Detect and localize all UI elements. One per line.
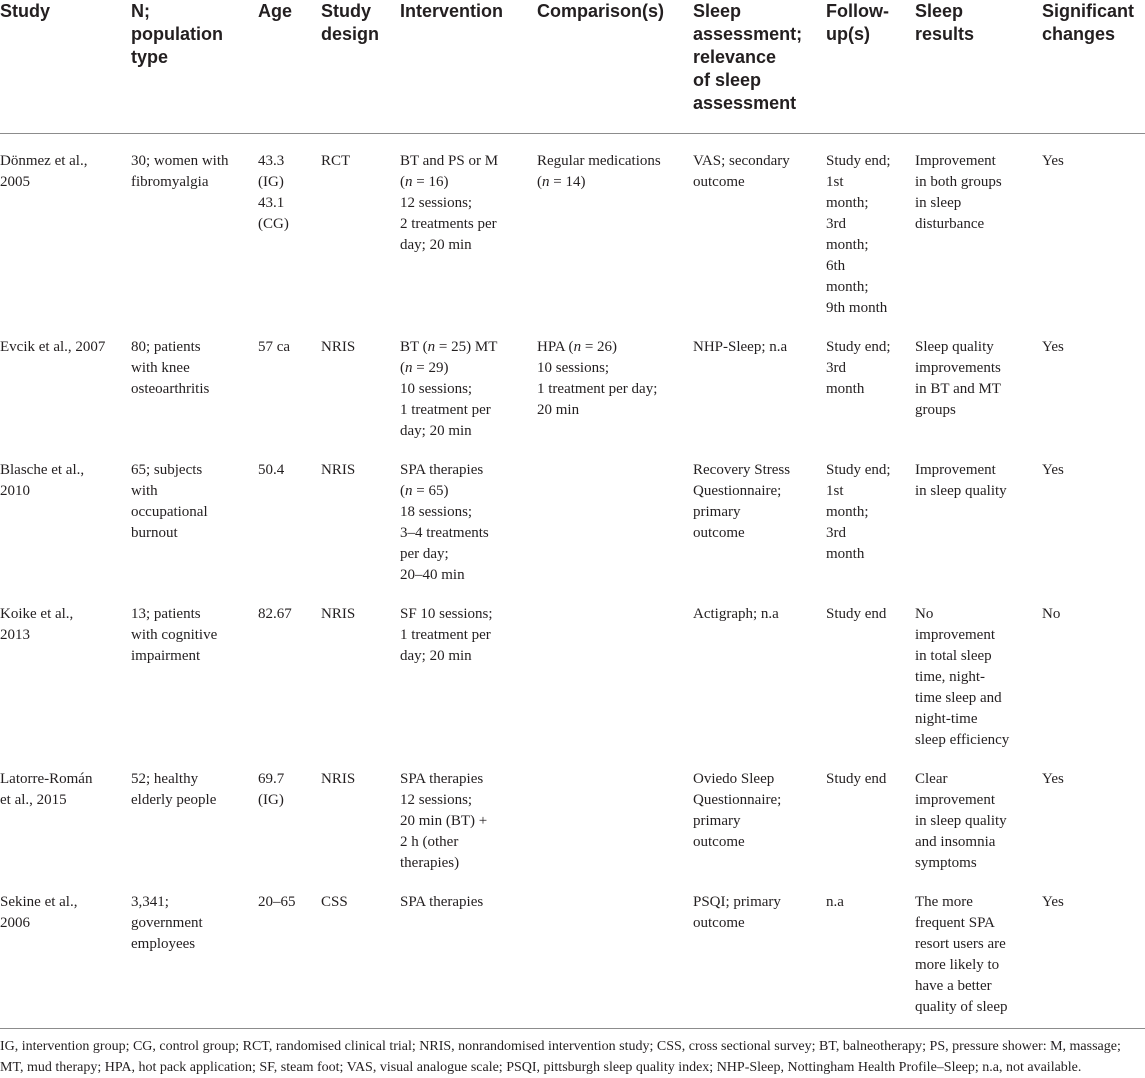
cell-text: SPA therapies (400, 462, 484, 478)
cell-text: Sleep quality (915, 339, 994, 355)
column-header-study (0, 0, 131, 134)
table-footnote: IG, intervention group; CG, control group; RCT, randomised clinical trial; NRIS, nonrandomised intervention study; CSS, cross sectional survey; BT, balneotherapy; PS, pressure shower: M, massage; MT, mud therapy; HPA, hot pack application; SF, steam foot; VAS, visual analogue scale; PSQI, pittsburgh sleep quality index; NHP-Sleep, Nottingham Health Profile–Sleep; n.a, not available. (0, 1039, 1121, 1075)
cell-text: month; (826, 279, 869, 295)
cell-text: groups (915, 402, 956, 418)
cell-text: 30; women with (131, 153, 229, 169)
cell-age (258, 594, 321, 759)
cell-text: 52; healthy (131, 771, 199, 787)
cell-text: occupational (131, 504, 208, 520)
cell-text: have a better (915, 978, 992, 994)
cell-text: 2 treatments per (400, 216, 497, 232)
cell-text: 10 sessions; (400, 381, 473, 397)
cell-text: outcome (693, 834, 745, 850)
cell-text: disturbance (915, 216, 985, 232)
cell-text: 18 sessions; (400, 504, 473, 520)
cell-text: 82.67 (258, 606, 292, 622)
cell-assessment (693, 594, 826, 759)
cell-text: RCT (321, 153, 351, 169)
header-text: design (321, 24, 380, 44)
cell-intervention (400, 134, 537, 328)
cell-text: primary (693, 813, 741, 829)
header-text: type (131, 47, 169, 67)
cell-text: SF 10 sessions; (400, 606, 493, 622)
header-text: changes (1042, 24, 1116, 44)
cell-design (321, 134, 400, 328)
header-text: N; (131, 1, 150, 21)
cell-text: n.a (826, 894, 844, 910)
cell-text: 1 treatment per (400, 627, 491, 643)
cell-text: (CG) (258, 216, 289, 232)
header-text: relevance (693, 47, 777, 67)
header-text: assessment (693, 93, 797, 113)
header-text: results (915, 24, 975, 44)
cell-text: 1 treatment per (400, 402, 491, 418)
cell-results (915, 759, 1042, 882)
column-header-intervention (400, 0, 537, 134)
table-row (0, 134, 1145, 328)
header-text: population (131, 24, 223, 44)
cell-text: more likely to (915, 957, 1000, 973)
cell-text: time, night- (915, 669, 985, 685)
cell-text: 2010 (0, 483, 30, 499)
column-header-followup (826, 0, 915, 134)
cell-followup (826, 882, 915, 1029)
cell-study (0, 450, 131, 594)
cell-text: impairment (131, 648, 201, 664)
cell-text: Improvement (915, 462, 996, 478)
header-text: Comparison(s) (537, 1, 665, 21)
cell-text: symptoms (915, 855, 977, 871)
cell-text: (n = 14) (537, 174, 586, 190)
cell-age (258, 882, 321, 1029)
cell-results (915, 327, 1042, 450)
cell-text: 69.7 (258, 771, 285, 787)
cell-text: night-time (915, 711, 978, 727)
cell-text: SPA therapies (400, 771, 484, 787)
header-text: Follow- (826, 1, 889, 21)
cell-text: 57 ca (258, 339, 291, 355)
cell-text: month (826, 546, 865, 562)
cell-text: CSS (321, 894, 348, 910)
cell-text: 1 treatment per day; (537, 381, 658, 397)
cell-text: improvements (915, 360, 1001, 376)
cell-text: 12 sessions; (400, 792, 473, 808)
cell-study (0, 759, 131, 882)
cell-text: Improvement (915, 153, 996, 169)
cell-text: with (131, 483, 158, 499)
cell-text: quality of sleep (915, 999, 1008, 1015)
cell-population (131, 882, 258, 1029)
cell-significant (1042, 327, 1145, 450)
cell-text: month; (826, 237, 869, 253)
cell-text: osteoarthritis (131, 381, 210, 397)
cell-text: NRIS (321, 462, 356, 478)
cell-text: 9th month (826, 300, 888, 316)
cell-study (0, 882, 131, 1029)
cell-text: (n = 16) (400, 174, 449, 190)
cell-text: VAS; secondary (693, 153, 790, 169)
cell-study (0, 327, 131, 450)
cell-text: NHP-Sleep; n.a (693, 339, 788, 355)
cell-text: (n = 29) (400, 360, 449, 376)
cell-text: day; 20 min (400, 237, 472, 253)
cell-text: No (1042, 606, 1061, 622)
header-text: of sleep (693, 70, 762, 90)
header-text: up(s) (826, 24, 870, 44)
cell-text: Recovery Stress (693, 462, 791, 478)
cell-text: (IG) (258, 792, 284, 808)
cell-text: HPA (n = 26) (537, 339, 618, 355)
cell-text: in sleep quality (915, 813, 1007, 829)
cell-text: 13; patients (131, 606, 201, 622)
cell-text: Blasche et al., (0, 462, 85, 478)
cell-text: Actigraph; n.a (693, 606, 779, 622)
cell-text: 3–4 treatments (400, 525, 489, 541)
cell-text: day; 20 min (400, 423, 472, 439)
cell-text: 3rd (826, 525, 846, 541)
cell-text: in total sleep (915, 648, 992, 664)
cell-text: Study end (826, 771, 887, 787)
cell-text: elderly people (131, 792, 217, 808)
cell-design (321, 450, 400, 594)
cell-text: 6th (826, 258, 846, 274)
cell-comparison (537, 594, 693, 759)
cell-text: Clear (915, 771, 948, 787)
cell-significant (1042, 134, 1145, 328)
cell-text: NRIS (321, 606, 356, 622)
column-header-significant (1042, 0, 1145, 134)
cell-population (131, 450, 258, 594)
cell-text: BT (n = 25) MT (400, 339, 498, 355)
cell-text: Questionnaire; (693, 483, 782, 499)
cell-text: 3rd (826, 216, 846, 232)
cell-study (0, 134, 131, 328)
cell-text: frequent SPA (915, 915, 995, 931)
cell-intervention (400, 450, 537, 594)
cell-text: Yes (1042, 894, 1064, 910)
cell-design (321, 594, 400, 759)
cell-followup (826, 134, 915, 328)
cell-text: therapies) (400, 855, 460, 871)
cell-comparison (537, 882, 693, 1029)
table-row (0, 759, 1145, 882)
cell-text: Study end; (826, 462, 891, 478)
cell-followup (826, 327, 915, 450)
cell-population (131, 759, 258, 882)
cell-population (131, 327, 258, 450)
cell-text: and insomnia (915, 834, 996, 850)
cell-intervention (400, 327, 537, 450)
cell-text: 50.4 (258, 462, 285, 478)
cell-text: improvement (915, 792, 995, 808)
cell-text: Study end; (826, 153, 891, 169)
cell-text: Evcik et al., 2007 (0, 339, 106, 355)
cell-age (258, 450, 321, 594)
cell-text: 1st (826, 483, 844, 499)
cell-significant (1042, 759, 1145, 882)
table-body (0, 134, 1145, 1029)
cell-text: outcome (693, 525, 745, 541)
column-header-population (131, 0, 258, 134)
cell-text: 2005 (0, 174, 30, 190)
cell-text: Oviedo Sleep (693, 771, 775, 787)
cell-text: BT and PS or M (400, 153, 499, 169)
cell-followup (826, 594, 915, 759)
cell-text: (n = 65) (400, 483, 449, 499)
cell-text: government (131, 915, 203, 931)
cell-text: outcome (693, 915, 745, 931)
cell-comparison (537, 759, 693, 882)
cell-text: time sleep and (915, 690, 1002, 706)
cell-text: Sekine et al., (0, 894, 78, 910)
header-text: assessment; (693, 24, 803, 44)
cell-assessment (693, 450, 826, 594)
cell-assessment (693, 882, 826, 1029)
header-text: Age (258, 1, 293, 21)
cell-text: 43.3 (258, 153, 285, 169)
cell-population (131, 594, 258, 759)
cell-text: Koike et al., (0, 606, 74, 622)
cell-text: 12 sessions; (400, 195, 473, 211)
cell-text: with cognitive (131, 627, 218, 643)
cell-intervention (400, 759, 537, 882)
cell-text: Yes (1042, 153, 1064, 169)
cell-text: Latorre-Román (0, 771, 93, 787)
cell-text: 80; patients (131, 339, 201, 355)
cell-intervention (400, 882, 537, 1029)
cell-significant (1042, 882, 1145, 1029)
cell-assessment (693, 327, 826, 450)
header-text: Sleep (915, 1, 964, 21)
cell-text: month; (826, 504, 869, 520)
header-row (0, 0, 1145, 134)
cell-design (321, 882, 400, 1029)
header-text: Study (0, 1, 51, 21)
cell-followup (826, 759, 915, 882)
column-header-assessment (693, 0, 826, 134)
cell-text: Yes (1042, 339, 1064, 355)
cell-comparison (537, 134, 693, 328)
cell-text: with knee (131, 360, 190, 376)
table-row (0, 327, 1145, 450)
cell-text: 2 h (other (400, 834, 459, 850)
column-header-design (321, 0, 400, 134)
cell-text: fibromyalgia (131, 174, 209, 190)
cell-text: day; 20 min (400, 648, 472, 664)
table-row (0, 882, 1145, 1029)
cell-text: Questionnaire; (693, 792, 782, 808)
column-header-results (915, 0, 1042, 134)
cell-significant (1042, 450, 1145, 594)
header-text: Sleep (693, 1, 742, 21)
cell-design (321, 759, 400, 882)
cell-text: Study end; (826, 339, 891, 355)
cell-assessment (693, 759, 826, 882)
cell-text: 2006 (0, 915, 30, 931)
cell-text: 65; subjects (131, 462, 203, 478)
header-text: Intervention (400, 1, 504, 21)
cell-text: 20 min (537, 402, 580, 418)
cell-text: Yes (1042, 462, 1064, 478)
cell-text: in BT and MT (915, 381, 1001, 397)
cell-text: No (915, 606, 934, 622)
cell-results (915, 134, 1042, 328)
cell-text: primary (693, 504, 741, 520)
cell-followup (826, 450, 915, 594)
cell-text: burnout (131, 525, 178, 541)
cell-text: 1st (826, 174, 844, 190)
cell-text: et al., 2015 (0, 792, 67, 808)
cell-text: 20–65 (258, 894, 296, 910)
cell-text: Study end (826, 606, 887, 622)
cell-text: Yes (1042, 771, 1064, 787)
cell-text: 20 min (BT) + (400, 813, 488, 829)
cell-intervention (400, 594, 537, 759)
cell-text: Dönmez et al., (0, 153, 88, 169)
cell-text: resort users are (915, 936, 1006, 952)
cell-text: outcome (693, 174, 745, 190)
cell-comparison (537, 450, 693, 594)
table-row (0, 594, 1145, 759)
cell-design (321, 327, 400, 450)
cell-text: in sleep (915, 195, 962, 211)
cell-text: employees (131, 936, 196, 952)
header-text: Study (321, 1, 372, 21)
cell-text: 43.1 (258, 195, 285, 211)
cell-text: in both groups (915, 174, 1002, 190)
column-header-age (258, 0, 321, 134)
cell-text: month (826, 381, 865, 397)
cell-text: 3,341; (131, 894, 169, 910)
table-header (0, 0, 1145, 134)
cell-text: sleep efficiency (915, 732, 1010, 748)
cell-text: improvement (915, 627, 995, 643)
cell-age (258, 327, 321, 450)
cell-age (258, 134, 321, 328)
cell-text: SPA therapies (400, 894, 484, 910)
cell-age (258, 759, 321, 882)
cell-results (915, 594, 1042, 759)
cell-results (915, 450, 1042, 594)
cell-text: per day; (400, 546, 449, 562)
cell-text: 10 sessions; (537, 360, 610, 376)
cell-study (0, 594, 131, 759)
cell-assessment (693, 134, 826, 328)
cell-text: NRIS (321, 339, 356, 355)
cell-text: in sleep quality (915, 483, 1007, 499)
cell-text: 20–40 min (400, 567, 465, 583)
cell-text: 2013 (0, 627, 30, 643)
cell-text: The more (915, 894, 973, 910)
cell-results (915, 882, 1042, 1029)
cell-text: month; (826, 195, 869, 211)
table-row (0, 450, 1145, 594)
cell-text: (IG) (258, 174, 284, 190)
cell-text: NRIS (321, 771, 356, 787)
cell-text: PSQI; primary (693, 894, 781, 910)
cell-population (131, 134, 258, 328)
cell-text: 3rd (826, 360, 846, 376)
cell-text: Regular medications (537, 153, 661, 169)
column-header-comparison (537, 0, 693, 134)
cell-significant (1042, 594, 1145, 759)
cell-comparison (537, 327, 693, 450)
header-text: Significant (1042, 1, 1135, 21)
